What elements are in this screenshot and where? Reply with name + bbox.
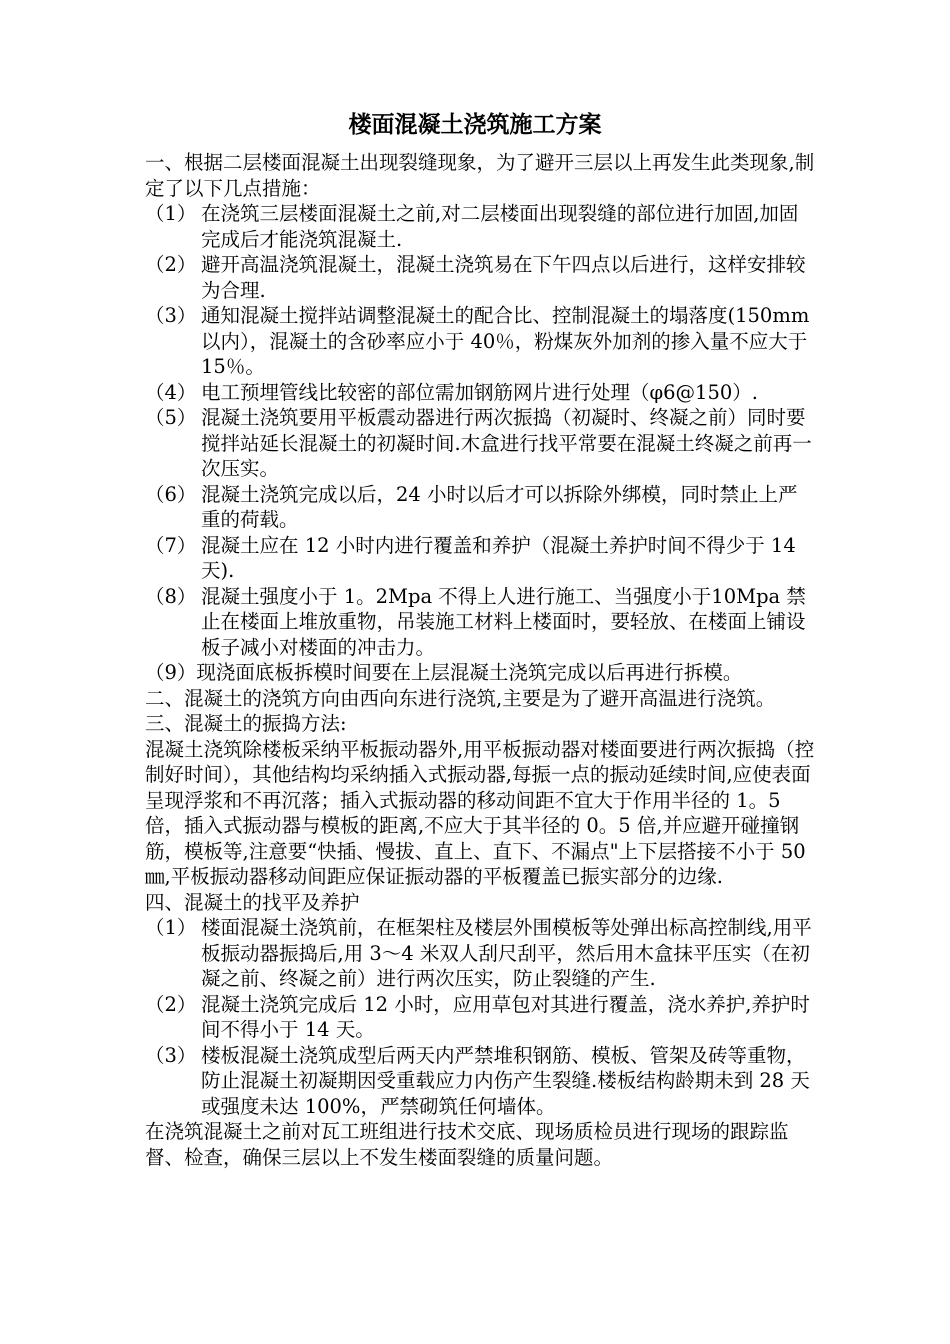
item-number: （9） [145,661,197,684]
s1-item-6 [145,482,815,533]
item-number: （6） [145,482,197,506]
item-text: 现浇面底板拆模时间要在上层混凝土浇筑完成以后再进行拆模。 [196,661,743,684]
item-text: 在浇筑三层楼面混凝土之前,对二层楼面出现裂缝的部位进行加固,加固完成后才能浇筑混凝土. [201,202,799,251]
section-3-heading: 三、混凝土的振捣方法: [145,712,347,735]
s1-item-2 [145,252,815,303]
s1-item-3 [145,303,815,380]
item-text: 避开高温浇筑混凝土，混凝土浇筑易在下午四点以后进行，这样安排较为合理. [201,253,806,302]
item-number: （2） [145,992,197,1016]
section-4-heading: 四、混凝土的找平及养护 [145,890,360,914]
item-text: 电工预埋管线比较密的部位需加钢筋网片进行处理（φ6@150）. [201,380,758,404]
item-text: 混凝土应在 12 小时内进行覆盖和养护（混凝土养护时间不得少于 14 天). [201,533,796,582]
s1-item-1 [145,201,815,252]
s4-item-2 [145,992,815,1043]
document-title: 楼面混凝土浇筑施工方案 [348,111,602,138]
item-number: （8） [145,584,197,608]
section-1-heading: 一、根据二层楼面混凝土出现裂缝现象，为了避开三层以上再发生此类现象,制定了以下几点措施： [145,151,815,200]
s1-item-8 [145,584,815,661]
item-text: 通知混凝土搅拌站调整混凝土的配合比、控制混凝土的塌落度(150mm 以内），混凝土的含砂率应小于 40％，粉煤灰外加剂的掺入量不应大于 15％。 [201,304,810,378]
item-text: 楼板混凝土浇筑成型后两天内严禁堆积钢筋、模板、管架及砖等重物，防止混凝土初凝期因受重载应力内伤产生裂缝.楼板结构龄期未到 28 天或强度未达 100%，严禁砌筑任何墙体。 [201,1043,810,1118]
item-number: （1） [145,916,197,939]
item-text: 混凝土浇筑要用平板震动器进行两次振捣（初凝时、终凝之前）同时要搅拌站延长混凝土的初凝时间.木盒进行找平常要在混凝土终凝之前再一次压实。 [201,406,812,480]
s1-item-7 [145,533,815,584]
s4-item-1 [145,915,815,992]
item-number: （3） [145,304,197,327]
s1-item-5 [145,405,815,482]
s1-item-4 [145,380,815,406]
document-body [145,150,815,1170]
item-number: （3） [145,1043,197,1067]
item-number: （5） [145,406,197,429]
s4-item-3 [145,1043,815,1120]
closing-paragraph: 在浇筑混凝土之前对瓦工班组进行技术交底、现场质检员进行现场的跟踪监督、检查，确保三层以上不发生楼面裂缝的质量问题。 [145,1120,789,1169]
s1-item-9 [145,660,815,686]
item-text: 混凝土浇筑完成以后，24 小时以后才可以拆除外绑模，同时禁止上严重的荷载。 [201,482,798,531]
item-number: （1） [145,202,197,225]
item-text: 楼面混凝土浇筑前，在框架柱及楼层外围模板等处弹出标高控制线,用平板振动器振捣后,用 3～4 米双人刮尺刮平，然后用木盒抹平压实（在初凝之前、终凝之前）进行两次压实，防止裂缝的产生. [201,916,812,990]
item-number: （7） [145,533,197,557]
section-3-paragraph: 混凝土浇筑除楼板采纳平板振动器外,用平板振动器对楼面要进行两次振捣（控制好时间），其他结构均采纳插入式振动器,每振一点的振动延续时间,应使表面呈现浮浆和不再沉落；插入式振动器的移动间距不宜大于作用半径的 1。5 倍，插入式振动器与模板的距离,不应大于其半径的 0。5 倍,并应避开碰撞钢筋，模板等,注意要“快插、慢拔、直上、直下、不漏点"上下层搭接不小于 50㎜,平板振动器移动间距应保证振动器的平板覆盖已振实部分的边缘. [145,737,815,888]
item-number: （4） [145,380,197,404]
item-text: 混凝土强度小于 1。2Mpa 不得上人进行施工、当强度小于10Mpa 禁止在楼面上堆放重物，吊装施工材料上楼面时，要轻放、在楼面上铺设板子减小对楼面的冲击力。 [201,584,806,659]
item-text: 混凝土浇筑完成后 12 小时，应用草包对其进行覆盖，浇水养护,养护时间不得小于 14 天。 [201,992,810,1041]
section-2-heading: 二、混凝土的浇筑方向由西向东进行浇筑,主要是为了避开高温进行浇筑。 [145,686,776,710]
item-number: （2） [145,253,197,276]
